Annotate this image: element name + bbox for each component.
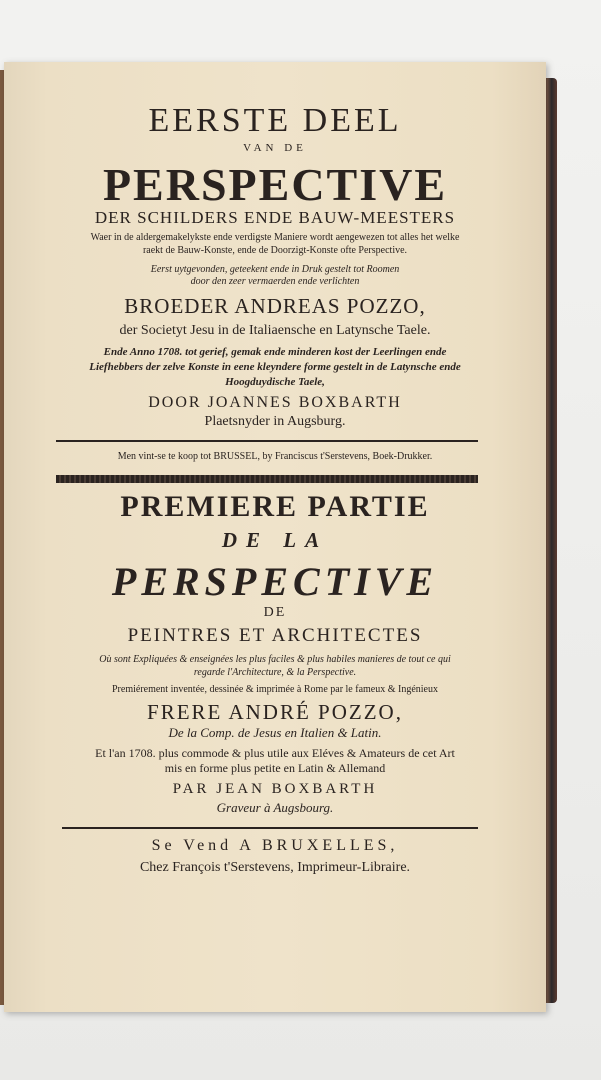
french-author: FRERE ANDRÉ POZZO,	[147, 700, 403, 724]
french-title-main: PERSPECTIVE	[111, 559, 439, 604]
dutch-anno-3: Hoogduydische Taele,	[225, 376, 325, 388]
french-title-line-2: DE LA	[221, 528, 329, 552]
dutch-title-line-2: VAN DE	[243, 142, 307, 154]
dutch-engraver: Plaetsnyder in Augsburg.	[204, 414, 346, 429]
ornamental-divider	[56, 475, 478, 483]
french-subtitle: PEINTRES ET ARCHITECTES	[127, 625, 423, 646]
divider-rule	[56, 440, 478, 442]
dutch-description-2: raekt de Bauw-Konste, ende de Doorzigt-Konste ofte Perspective.	[142, 245, 408, 256]
french-an-2: mis en forme plus petite en Latin & Allemand	[164, 761, 386, 775]
title-page	[4, 62, 546, 1012]
french-company: De la Comp. de Jesus en Italien & Latin.	[168, 725, 382, 740]
dutch-anno-2: Liefhebbers der zelve Konste in eene kleyndere forme gestelt in de Latynsche ende	[89, 361, 461, 373]
french-an-1: Et l'an 1708. plus commode & plus utile aux Eléves & Amateurs de cet Art	[95, 746, 455, 760]
french-by: PAR JEAN BOXBARTH	[172, 781, 378, 797]
french-origin: Premiérement inventée, dessinée & imprimée à Rome par le fameux & Ingénieux	[112, 684, 438, 695]
french-description-2: regarde l'Architecture, & la Perspective.	[193, 667, 357, 678]
dutch-title-line-1: EERSTE DEEL	[148, 102, 402, 139]
french-engraver: Graveur à Augsbourg.	[216, 800, 334, 815]
dutch-society: der Societyt Jesu in de Italiaensche en Latynsche Taele.	[119, 323, 431, 338]
french-title-line-4: DE	[263, 605, 287, 620]
dutch-author: BROEDER ANDREAS POZZO,	[124, 294, 426, 318]
dutch-anno-1: Ende Anno 1708. tot gerief, gemak ende minderen kost der Leerlingen ende	[103, 346, 447, 358]
dutch-by: DOOR JOANNES BOXBARTH	[148, 394, 402, 411]
dutch-origin-2: door den zeer vermaerden ende verlichten	[190, 276, 360, 287]
dutch-description-1: Waer in de aldergemakelykste ende verdigste Maniere wordt aengewezen tot alles het welke	[90, 232, 460, 243]
french-description-1: Où sont Expliquées & enseignées les plus faciles & plus habiles manieres de tout ce qui	[99, 654, 451, 665]
dutch-title-main: PERSPECTIVE	[102, 159, 448, 210]
dutch-imprint: Men vint-se te koop tot BRUSSEL, by Franciscus t'Serstevens, Boek-Drukker.	[117, 451, 433, 462]
french-title-line-1: PREMIERE PARTIE	[120, 490, 430, 523]
french-printer: Chez François t'Serstevens, Imprimeur-Libraire.	[139, 860, 411, 875]
divider-rule-2	[62, 827, 478, 829]
dutch-origin-1: Eerst uytgevonden, geteekent ende in Druk gestelt tot Roomen	[150, 264, 400, 275]
dutch-subtitle: DER SCHILDERS ENDE BAUW-MEESTERS	[94, 208, 456, 227]
french-sold: Se Vend A BRUXELLES,	[151, 837, 399, 854]
